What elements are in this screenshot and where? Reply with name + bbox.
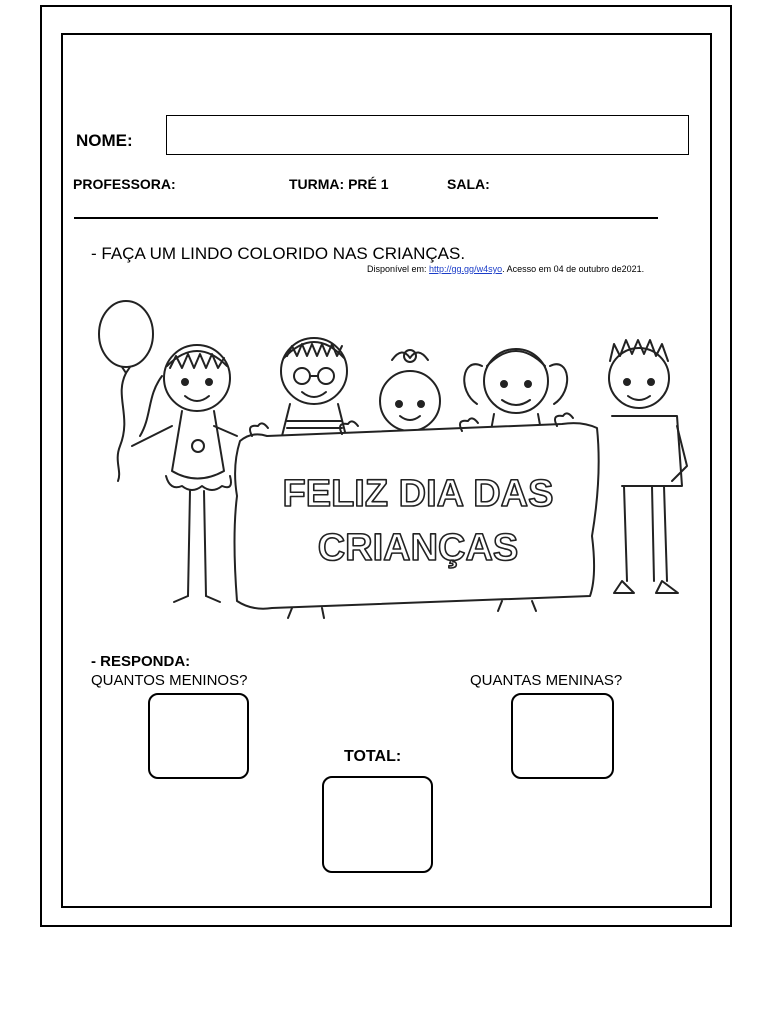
banner-line-2: CRIANÇAS	[317, 527, 519, 569]
child-boy-glasses	[281, 338, 347, 436]
girls-question: QUANTAS MENINAS?	[470, 672, 623, 689]
respond-label: - RESPONDA:	[91, 653, 191, 670]
child-girl-center	[380, 350, 440, 431]
banner-line-1: FELIZ DIA DAS	[282, 473, 554, 515]
source-suffix: . Acesso em 04 de outubro de2021.	[502, 264, 645, 274]
divider-line	[74, 217, 658, 219]
source-citation	[367, 264, 644, 274]
class-label: TURMA: PRÉ 1	[289, 176, 389, 192]
boys-question: QUANTOS MENINOS?	[91, 672, 248, 689]
source-prefix: Disponível em:	[367, 264, 430, 274]
child-girl-dress	[132, 345, 237, 602]
room-label: SALA:	[447, 176, 490, 192]
children-banner-illustration	[92, 296, 702, 622]
name-field[interactable]	[166, 115, 689, 155]
girls-answer-box[interactable]	[511, 693, 614, 779]
name-label: NOME:	[76, 131, 133, 150]
total-label: TOTAL:	[344, 748, 402, 765]
child-boy-right	[609, 340, 687, 593]
teacher-label: PROFESSORA:	[73, 176, 176, 192]
instruction-text: - FAÇA UM LINDO COLORIDO NAS CRIANÇAS.	[91, 244, 466, 263]
banner-shape	[235, 413, 599, 618]
boys-answer-box[interactable]	[148, 693, 249, 779]
source-link[interactable]: http://gg.gg/w4syo	[429, 264, 503, 274]
balloon-icon	[99, 301, 153, 481]
child-girl-pigtails	[464, 349, 567, 436]
total-answer-box[interactable]	[322, 776, 433, 873]
